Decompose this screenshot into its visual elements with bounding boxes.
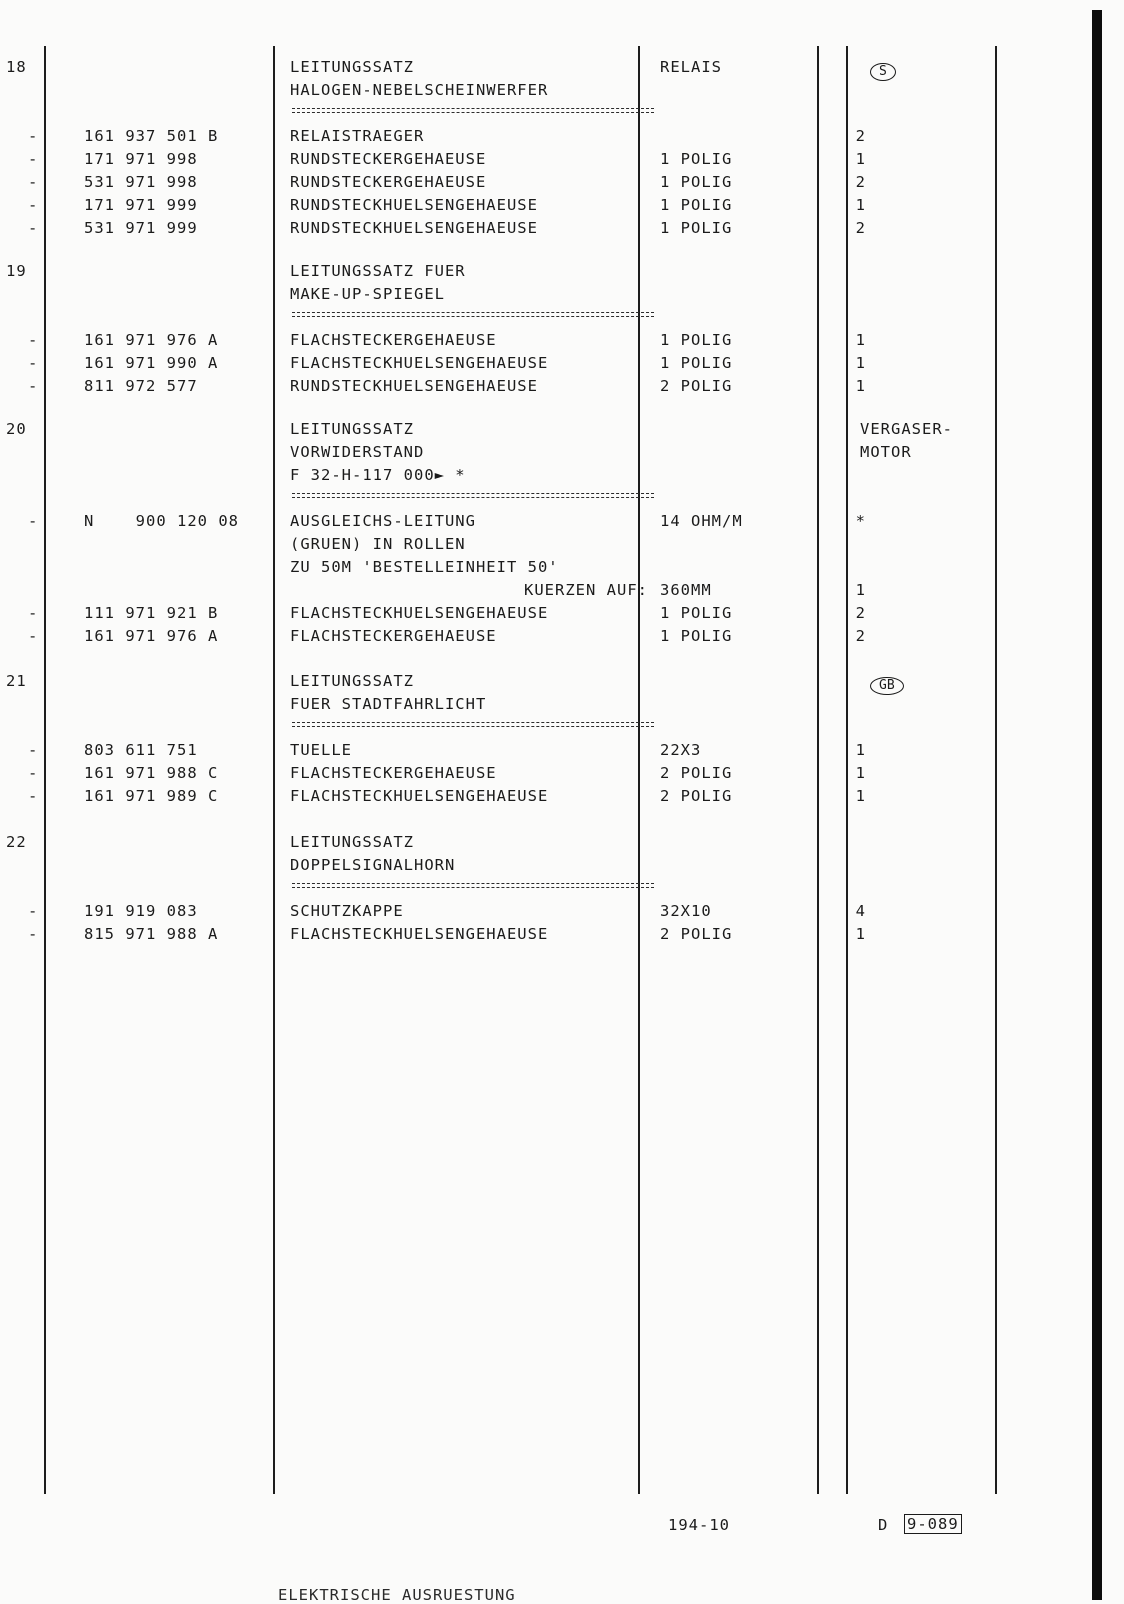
part-row xyxy=(0,352,1124,375)
part-description: RUNDSTECKHUELSENGEHAEUSE xyxy=(290,196,538,214)
group-title-row xyxy=(0,56,1124,79)
part-number: 161 971 976 A xyxy=(84,627,219,645)
group-title-row xyxy=(0,693,1124,716)
part-description: RUNDSTECKERGEHAEUSE xyxy=(290,150,487,168)
group-title-row xyxy=(0,283,1124,306)
part-specification: 2 POLIG xyxy=(660,787,733,805)
part-description: RUNDSTECKHUELSENGEHAEUSE xyxy=(290,377,538,395)
part-number: 531 971 998 xyxy=(84,173,198,191)
part-description: TUELLE xyxy=(290,741,352,759)
part-description: FLACHSTECKERGEHAEUSE xyxy=(290,627,497,645)
row-marker: - xyxy=(28,354,39,372)
group-title-line: DOPPELSIGNALHORN xyxy=(290,856,456,874)
part-specification: 1 POLIG xyxy=(660,331,733,349)
remark-line: VERGASER- xyxy=(860,420,953,438)
group-title-row xyxy=(0,831,1124,854)
group-title-line: LEITUNGSSATZ xyxy=(290,58,414,76)
part-row xyxy=(0,533,1124,556)
row-marker: - xyxy=(28,787,39,805)
quantity: 1 xyxy=(855,196,866,214)
quantity: 2 xyxy=(855,127,866,145)
part-description: FLACHSTECKHUELSENGEHAEUSE xyxy=(290,354,549,372)
part-specification: 2 POLIG xyxy=(660,377,733,395)
group-title-line: LEITUNGSSATZ xyxy=(290,672,414,690)
part-specification: 1 POLIG xyxy=(660,150,733,168)
part-row xyxy=(0,329,1124,352)
row-marker: - xyxy=(28,331,39,349)
part-description: RUNDSTECKERGEHAEUSE xyxy=(290,173,487,191)
quantity: 1 xyxy=(855,925,866,943)
quantity: 1 xyxy=(855,354,866,372)
part-description: RELAISTRAEGER xyxy=(290,127,425,145)
quantity: * xyxy=(855,512,866,530)
group-title-row xyxy=(0,260,1124,283)
group-separator xyxy=(292,883,654,884)
row-marker: - xyxy=(28,627,39,645)
part-number: N 900 120 08 xyxy=(84,512,239,530)
quantity: 2 xyxy=(855,219,866,237)
group-title-row xyxy=(0,441,1124,464)
part-row xyxy=(0,194,1124,217)
part-specification: 32X10 xyxy=(660,902,712,920)
part-specification: 2 POLIG xyxy=(660,925,733,943)
part-description: ZU 50M 'BESTELLEINHEIT 50' xyxy=(290,558,559,576)
quantity: 1 xyxy=(855,377,866,395)
part-description: RUNDSTECKHUELSENGEHAEUSE xyxy=(290,219,538,237)
group-title-line: FUER STADTFAHRLICHT xyxy=(290,695,487,713)
language-code: D xyxy=(878,1516,889,1534)
row-marker: - xyxy=(28,764,39,782)
group-title-row xyxy=(0,670,1124,693)
part-specification: 2 POLIG xyxy=(660,764,733,782)
group-separator xyxy=(292,722,654,723)
part-row xyxy=(0,125,1124,148)
position-number: 22 xyxy=(6,833,27,851)
part-specification: 14 OHM/M xyxy=(660,512,743,530)
part-row xyxy=(0,762,1124,785)
part-number: 161 971 976 A xyxy=(84,331,219,349)
part-row xyxy=(0,556,1124,579)
part-number: 811 972 577 xyxy=(84,377,198,395)
part-number: 815 971 988 A xyxy=(84,925,219,943)
part-number: 171 971 998 xyxy=(84,150,198,168)
part-description: AUSGLEICHS-LEITUNG xyxy=(290,512,476,530)
part-number: 161 971 989 C xyxy=(84,787,219,805)
row-marker: - xyxy=(28,741,39,759)
remark-line: MOTOR xyxy=(860,443,912,461)
group-separator xyxy=(292,493,654,494)
group-title-line: VORWIDERSTAND xyxy=(290,443,425,461)
part-number: 161 937 501 B xyxy=(84,127,219,145)
part-specification: 1 POLIG xyxy=(660,173,733,191)
part-description: FLACHSTECKERGEHAEUSE xyxy=(290,764,497,782)
country-badge-label: GB xyxy=(870,677,904,695)
row-marker: - xyxy=(28,925,39,943)
group-title-note: RELAIS xyxy=(660,58,722,76)
part-row xyxy=(0,510,1124,533)
quantity: 2 xyxy=(855,627,866,645)
row-marker: - xyxy=(28,127,39,145)
part-row xyxy=(0,625,1124,648)
group-title-line: LEITUNGSSATZ xyxy=(290,833,414,851)
part-row xyxy=(0,579,1124,602)
country-badge-label: S xyxy=(870,63,896,81)
part-number: 171 971 999 xyxy=(84,196,198,214)
part-row xyxy=(0,148,1124,171)
group-title-line: HALOGEN-NEBELSCHEINWERFER xyxy=(290,81,549,99)
part-specification: 22X3 xyxy=(660,741,702,759)
part-specification: 1 POLIG xyxy=(660,354,733,372)
part-description: FLACHSTECKHUELSENGEHAEUSE xyxy=(290,925,549,943)
part-row xyxy=(0,375,1124,398)
quantity: 1 xyxy=(855,150,866,168)
part-row xyxy=(0,923,1124,946)
row-marker: - xyxy=(28,377,39,395)
part-description: FLACHSTECKHUELSENGEHAEUSE xyxy=(290,604,549,622)
row-marker: - xyxy=(28,150,39,168)
part-specification: 1 POLIG xyxy=(660,604,733,622)
part-number: 803 611 751 xyxy=(84,741,198,759)
quantity: 2 xyxy=(855,173,866,191)
group-title-row xyxy=(0,79,1124,102)
part-specification: 1 POLIG xyxy=(660,196,733,214)
part-specification: 1 POLIG xyxy=(660,627,733,645)
group-title-row xyxy=(0,418,1124,441)
page-number: 9-089 xyxy=(904,1514,962,1534)
quantity: 2 xyxy=(855,604,866,622)
row-marker: - xyxy=(28,196,39,214)
part-row xyxy=(0,171,1124,194)
group-title-line: F 32-H-117 000► * xyxy=(290,466,466,484)
group-title-row xyxy=(0,854,1124,877)
part-description: FLACHSTECKHUELSENGEHAEUSE xyxy=(290,787,549,805)
group-title-line: LEITUNGSSATZ xyxy=(290,420,414,438)
position-number: 20 xyxy=(6,420,27,438)
part-description: (GRUEN) IN ROLLEN xyxy=(290,535,466,553)
part-description: SCHUTZKAPPE xyxy=(290,902,404,920)
part-row xyxy=(0,739,1124,762)
row-marker: - xyxy=(28,604,39,622)
part-row xyxy=(0,785,1124,808)
position-number: 19 xyxy=(6,262,27,280)
quantity: 4 xyxy=(855,902,866,920)
quantity: 1 xyxy=(855,581,866,599)
part-description: FLACHSTECKERGEHAEUSE xyxy=(290,331,497,349)
part-number: 531 971 999 xyxy=(84,219,198,237)
part-specification: 360MM xyxy=(660,581,712,599)
quantity: 1 xyxy=(855,331,866,349)
position-number: 21 xyxy=(6,672,27,690)
row-marker: - xyxy=(28,902,39,920)
part-row xyxy=(0,900,1124,923)
part-row xyxy=(0,602,1124,625)
quantity: 1 xyxy=(855,741,866,759)
row-marker: - xyxy=(28,219,39,237)
part-number: 191 919 083 xyxy=(84,902,198,920)
page-reference: 194-10 xyxy=(668,1516,730,1534)
quantity: 1 xyxy=(855,764,866,782)
row-marker: - xyxy=(28,512,39,530)
row-marker: - xyxy=(28,173,39,191)
cut-length-note: KUERZEN AUF: xyxy=(524,581,648,599)
part-number: 161 971 988 C xyxy=(84,764,219,782)
position-number: 18 xyxy=(6,58,27,76)
group-title-row xyxy=(0,464,1124,487)
quantity: 1 xyxy=(855,787,866,805)
part-number: 161 971 990 A xyxy=(84,354,219,372)
part-row xyxy=(0,217,1124,240)
group-separator xyxy=(292,312,654,313)
group-title-line: LEITUNGSSATZ FUER xyxy=(290,262,466,280)
part-number: 111 971 921 B xyxy=(84,604,219,622)
cut-off-footer-title: ELEKTRISCHE AUSRUESTUNG xyxy=(278,1586,516,1604)
group-title-line: MAKE-UP-SPIEGEL xyxy=(290,285,445,303)
part-specification: 1 POLIG xyxy=(660,219,733,237)
group-separator xyxy=(292,108,654,109)
